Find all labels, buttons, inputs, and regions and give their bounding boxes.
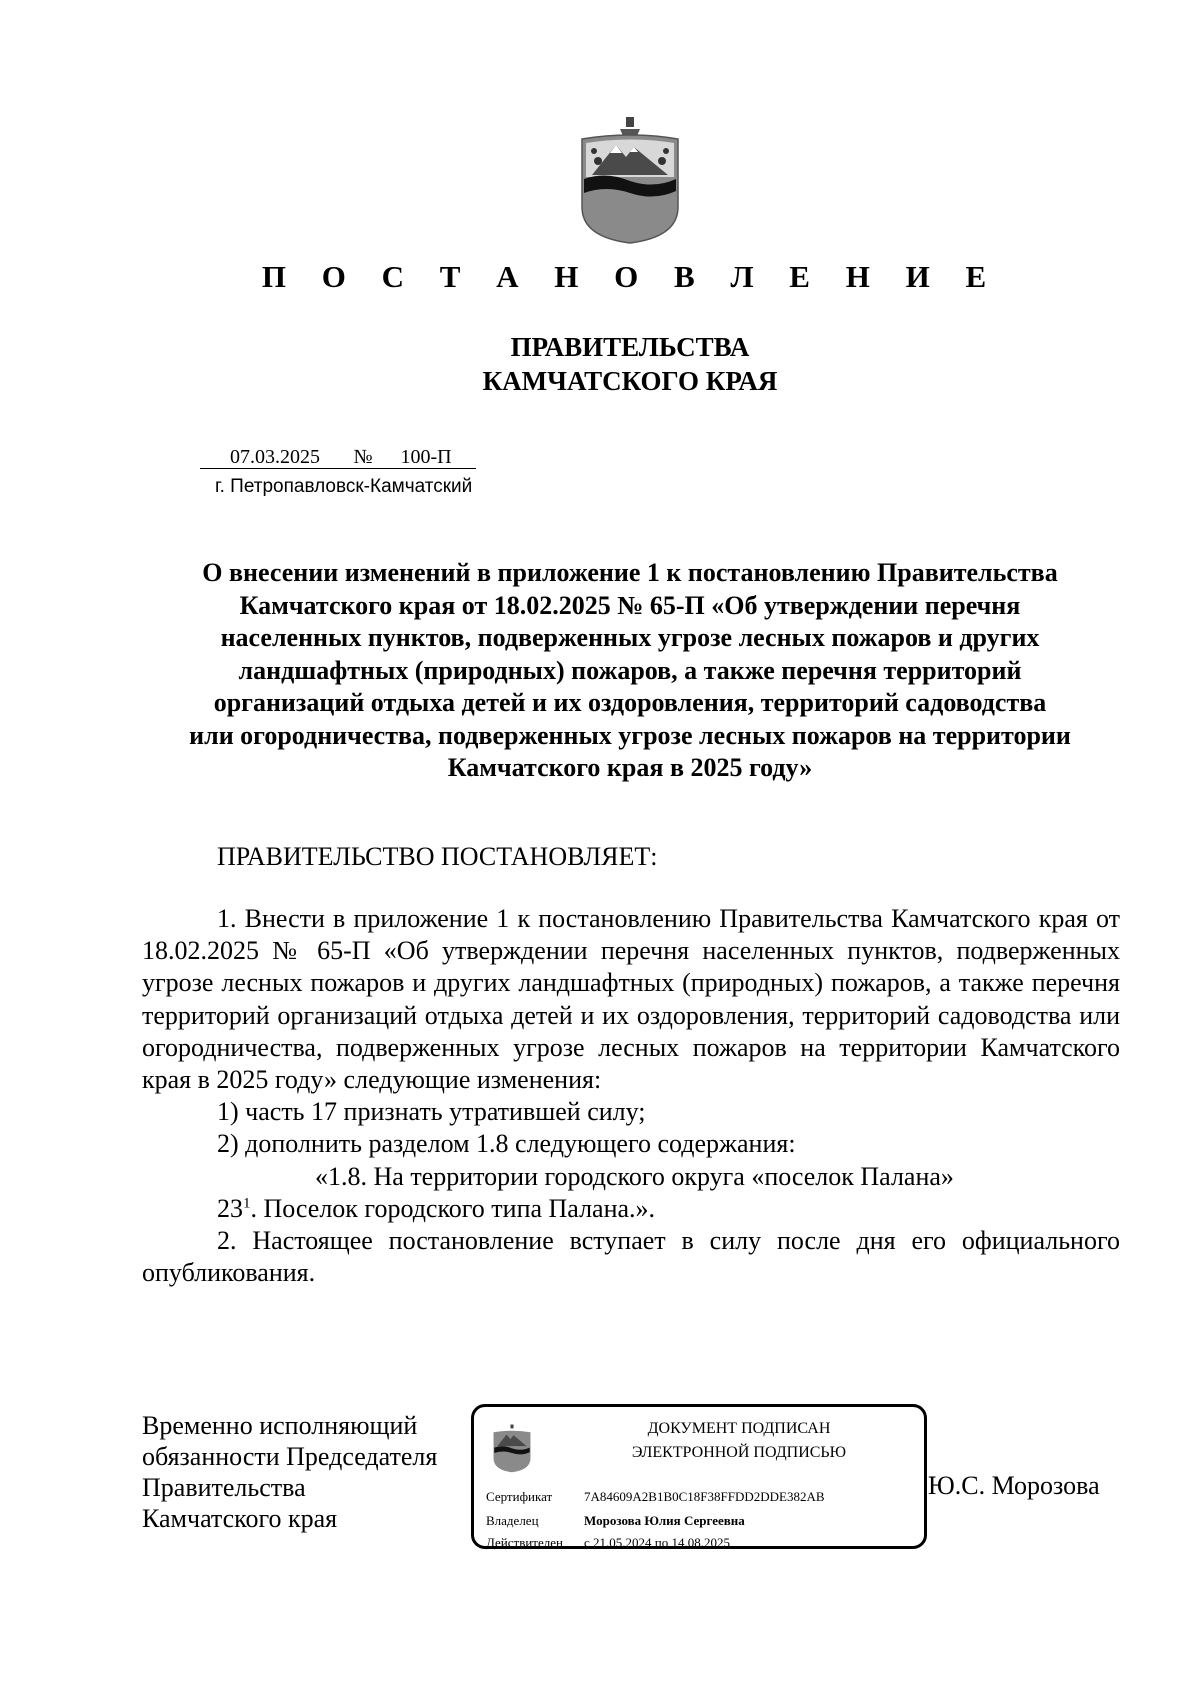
signer-line: Правительства xyxy=(142,1473,306,1502)
paragraph-1: 1. Внести в приложение 1 к постановлению Правительства Камчатского края от 18.02.2025 № 65-П «Об утверждении перечня населенных пунктов, подверженных угрозе лесных пожаров и других ландшафтных (природных) пожаров, а также перечня территорий организаций отдыха детей и их оздоровления, территорий садоводства или огородничества, подверженных угрозе лесных пожаров на территории Камчатского края в 2025 году» следующие изменения: xyxy=(142,904,1120,1095)
heading-line: Камчатского края в 2025 году» xyxy=(447,753,813,782)
document-body xyxy=(142,903,1120,1289)
stamp-validity-row xyxy=(486,1535,730,1551)
stamp-title-line: ЭЛЕКТРОННОЙ ПОДПИСЬЮ xyxy=(631,1444,847,1461)
stamp-title-line: ДОКУМЕНТ ПОДПИСАН xyxy=(647,1420,831,1437)
quoted-section: «1.8. На территории городского округа «поселок Палана» xyxy=(315,1161,954,1191)
list-item: 1) часть 17 признать утратившей силу; xyxy=(217,1097,646,1127)
signer-line: обязанности Председателя xyxy=(142,1442,438,1471)
validity-label: Действителен xyxy=(486,1535,563,1550)
paragraph-2: 2. Настоящее постановление вступает в силу после дня его официального опубликования. xyxy=(142,1226,1120,1288)
signer-position xyxy=(142,1410,437,1534)
owner-value: Морозова Юлия Сергеевна xyxy=(584,1513,745,1528)
document-city: г. Петропавловск-Камчатский xyxy=(215,476,473,497)
authority-line: ПРАВИТЕЛЬСТВА xyxy=(510,332,750,362)
heading-line: или огородничества, подверженных угрозе лесных пожаров на территории xyxy=(189,720,1071,750)
issuing-authority xyxy=(0,330,1200,398)
list-entry xyxy=(142,1193,1120,1225)
signer-name: Ю.С. Морозова xyxy=(928,1471,1100,1500)
signer-line: Камчатского края xyxy=(142,1504,338,1533)
heading-line: организаций отдыха детей и их оздоровления, территорий садоводства xyxy=(213,688,1047,717)
stamp-certificate-row xyxy=(486,1489,825,1505)
emblem-crown xyxy=(620,117,640,136)
entry-number: 23 xyxy=(217,1193,243,1223)
date-number-line xyxy=(200,446,476,469)
owner-label: Владелец xyxy=(486,1513,539,1528)
coat-of-arms-icon xyxy=(490,1423,534,1473)
resolves-statement: ПРАВИТЕЛЬСТВО ПОСТАНОВЛЯЕТ: xyxy=(217,842,658,871)
heading-line: О внесении изменений в приложение 1 к постановлению Правительства xyxy=(202,558,1058,587)
document-number: 100-П xyxy=(376,446,476,469)
validity-value: с 21.05.2024 по 14.08.2025 xyxy=(584,1535,730,1550)
authority-line: КАМЧАТСКОГО КРАЯ xyxy=(482,366,778,396)
heading-line: населенных пунктов, подверженных угрозе лесных пожаров и других xyxy=(220,623,1040,652)
entry-superscript: 1 xyxy=(243,1195,251,1212)
heading-line: ландшафтных (природных) пожаров, а также перечня территорий xyxy=(238,655,1022,685)
entry-text: . Поселок городского типа Палана.». xyxy=(250,1193,656,1223)
number-label: № xyxy=(350,446,376,469)
document-date: 07.03.2025 xyxy=(200,446,350,469)
signer-line: Временно исполняющий xyxy=(142,1411,418,1440)
certificate-label: Сертификат xyxy=(486,1489,553,1504)
coat-of-arms-icon xyxy=(576,115,684,245)
stamp-owner-row xyxy=(486,1513,745,1529)
list-item: 2) дополнить разделом 1.8 следующего содержания: xyxy=(217,1129,796,1159)
electronic-signature-stamp xyxy=(471,1404,927,1549)
stamp-title xyxy=(554,1417,924,1465)
certificate-value: 7A84609A2B1B0C18F38FFDD2DDE382AB xyxy=(584,1489,825,1504)
document-heading xyxy=(140,557,1120,785)
heading-line: Камчатского края от 18.02.2025 № 65-П «Об утверждении перечня xyxy=(239,590,1021,620)
document-type: П О С Т А Н О В Л Е Н И Е xyxy=(261,259,1001,294)
